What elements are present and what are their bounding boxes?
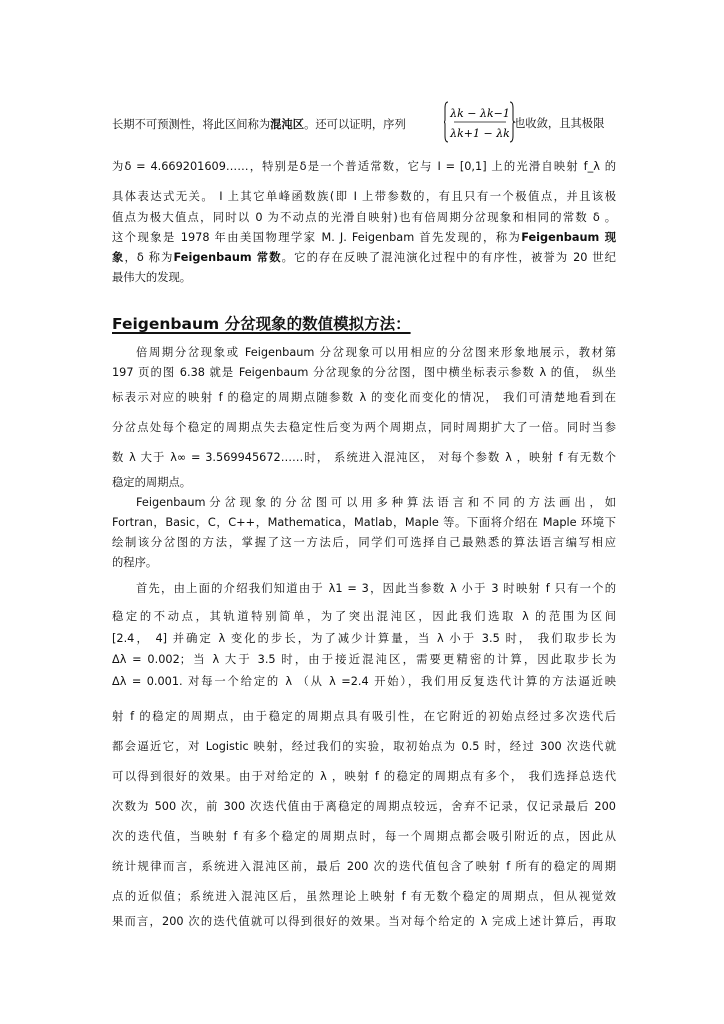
intro-line-1-end: 也收敛，且其极限 [514, 117, 605, 130]
intro-line-5 [112, 231, 616, 245]
para3-line-9: 次数为 500 次，前 300 次迭代值由于离稳定的周期点较远，舍弃不记录，仅记录最后 200 [112, 800, 616, 813]
para3-line-3: [2.4， 4] 并确定 λ 变化的步长，为了减少计算量，当 λ 小于 3.5 时， 我们取步长为 [112, 632, 616, 645]
intro-line-5-text: 这个现象是 1978 年由美国物理学家 M. J. Feigenbam 首先发现的，称为 [112, 231, 522, 244]
para2-line-2: Fortran，Basic，C，C++，Mathematica，Matlab，Maple 等。下面将介绍在 Maple 环境下 [112, 516, 616, 529]
para3-line-12: 点的近似值；系统进入混沌区后，虽然理论上映射 f 有无数个稳定的周期点，但从视觉效 [112, 890, 616, 903]
para1-line-3: 标表示对应的映射 f 的稳定的周期点随参数 λ 的变化而变化的情况， 我们可清楚地看到在 [112, 391, 616, 404]
para3-line-6: 射 f 的稳定的周期点，由于稳定的周期点具有吸引性，在它附近的初始点经过多次迭代后 [112, 710, 616, 723]
para1-line-4: 分岔点处每个稳定的周期点失去稳定性后变为两个周期点，同时周期扩大了一倍。同时当参 [112, 421, 616, 434]
para1-line-2: 197 页的图 6.38 就是 Feigenbaum 分岔现象的分岔图，图中横坐标表示参数 λ 的值， 纵坐 [112, 366, 616, 379]
para3-line-13: 果而言，200 次的迭代值就可以得到很好的效果。当对每个给定的 λ 完成上述计算后，再取 [112, 915, 616, 928]
para3-line-7: 都会逼近它，对 Logistic 映射，经过我们的实验，取初始点为 0.5 时，经过 300 次迭代就 [112, 740, 616, 753]
para1-line-6: 稳定的周期点。 [112, 476, 192, 489]
para3-line-5: Δλ = 0.001. 对每一个给定的 λ （从 λ =2.4 开始），我们用反复迭代计算的方法逼近映 [112, 675, 616, 688]
intro-line-3: 具体表达式无关。 I 上其它单峰函数族(即 I 上带参数的，有且只有一个极值点，并且该极 [112, 190, 616, 203]
intro-line-6 [112, 251, 616, 265]
intro-line-6-tail: 。它的存在反映了混沌演化过程中的有序性，被誉为 20 世纪 [281, 251, 616, 264]
chaos-region-term: 混沌区 [270, 118, 305, 131]
intro-line-4: 值点为极大值点，同时以 0 为不动点的光滑自映射)也有倍周期分岔现象和相同的常数 δ 。 [112, 211, 616, 224]
para3-line-8: 可以得到很好的效果。由于对给定的 λ ，映射 f 的稳定的周期点有多个， 我们选择总迭代 [112, 770, 616, 783]
fraction-svg [444, 100, 516, 144]
sequence-ratio-fraction [444, 100, 516, 144]
para3-line-11: 统计规律而言，系统进入混沌区前，最后 200 次的迭代值包含了映射 f 所有的稳定的周期 [112, 860, 616, 873]
fraction-denominator: λk+1 − λk [450, 127, 510, 140]
intro-line-6-mid: ，δ 称为 [124, 251, 174, 264]
section-heading: Feigenbaum 分岔现象的数值模拟方法： [112, 315, 411, 333]
para1-line-1: 倍周期分岔现象或 Feigenbaum 分岔现象可以用相应的分岔图来形象地展示，教材第 [136, 346, 616, 359]
para2-line-4: 的程序。 [112, 556, 158, 569]
left-brace [444, 102, 448, 142]
para2-line-3: 绘制该分岔图的方法，掌握了这一方法后，同学们可选择自己最熟悉的算法语言编写相应 [112, 536, 616, 549]
feigenbaum-constant-term: Feigenbaum 常数 [173, 251, 282, 264]
para3-line-1: 首先，由上面的介绍我们知道由于 λ1 = 3，因此当参数 λ 小于 3 时映射 f 只有一个的 [136, 582, 616, 595]
para1-line-5: 数 λ 大于 λ∞ = 3.569945672……时， 系统进入混沌区， 对每个参数 λ ，映射 f 有无数个 [112, 451, 616, 464]
intro-line-1-tail: 。还可以证明，序列 [304, 118, 406, 131]
intro-line-1 [112, 118, 440, 132]
para2-line-1: Feigenbaum 分 岔 现 象 的 分 岔 图 可 以 用 多 种 算 法 语 言 和 不 同 的 方 法 画 出 ， 如 [136, 496, 616, 509]
para3-line-2: 稳定的不动点，其轨道特别简单，为了突出混沌区，因此我们选取 λ 的范围为区间 [112, 610, 616, 623]
intro-line-1-text: 长期不可预测性，将此区间称为 [112, 118, 271, 131]
intro-line-7: 最伟大的发现。 [112, 271, 192, 284]
fraction-numerator: λk − λk−1 [450, 107, 510, 120]
intro-line-2: 为δ = 4.669201609……，特别是δ是一个普适常数，它与 I = [0,1] 上的光滑自映射 f_λ 的 [112, 160, 616, 173]
para3-line-10: 次的迭代值，当映射 f 有多个稳定的周期点时，每一个周期点都会吸引附近的点，因此从 [112, 830, 616, 843]
feigenbaum-phenomenon-term: Feigenbaum 现 [521, 231, 616, 244]
para3-line-4: Δλ = 0.002；当 λ 大于 3.5 时，由于接近混沌区，需要更精密的计算，因此取步长为 [112, 653, 616, 666]
phenomenon-term-end: 象 [112, 251, 125, 264]
